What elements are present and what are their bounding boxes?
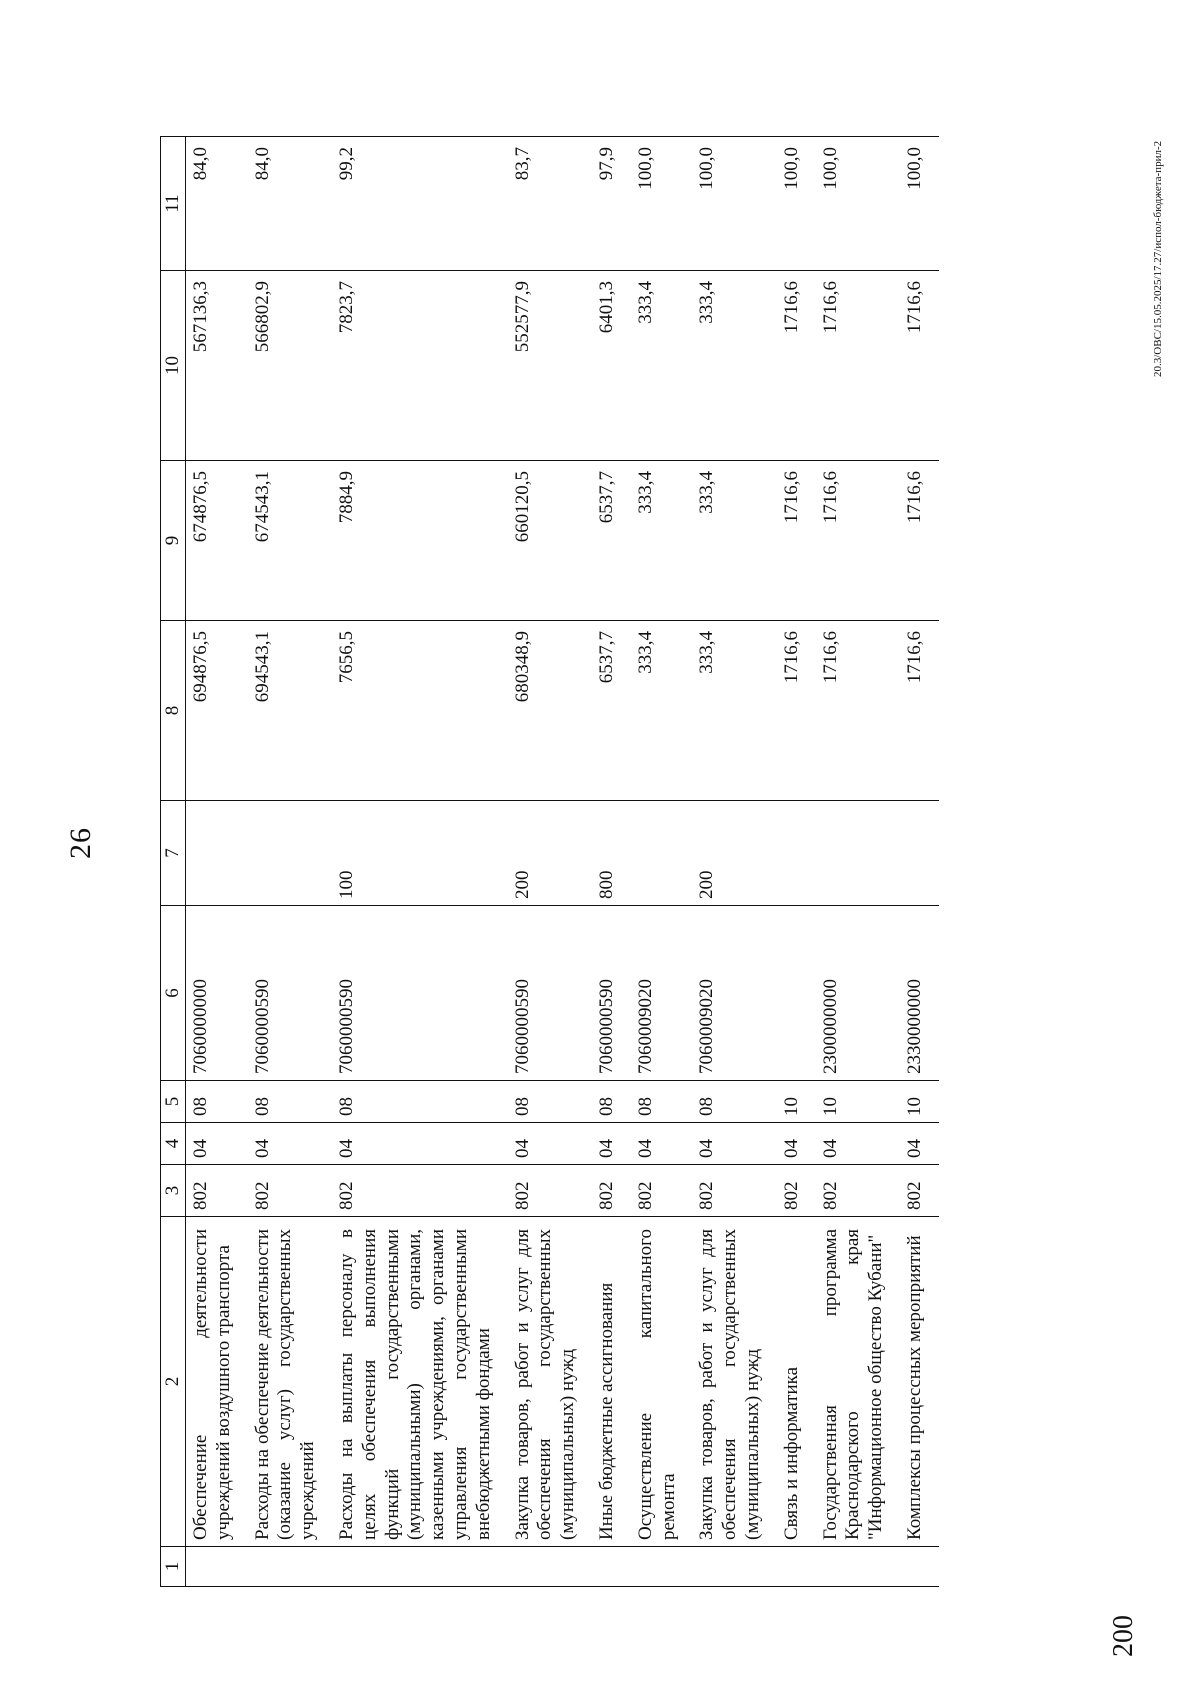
cell-c1 xyxy=(631,1547,693,1587)
cell-c11: 100,0 xyxy=(816,137,900,271)
cell-c6: 7060000590 xyxy=(332,906,508,1081)
cell-c6: 7060000000 xyxy=(186,906,248,1081)
cell-c6 xyxy=(777,906,816,1081)
cell-c1 xyxy=(777,1547,816,1587)
cell-c3: 802 xyxy=(332,1165,508,1217)
cell-c8: 1716,6 xyxy=(900,621,939,801)
cell-c7: 800 xyxy=(592,801,631,906)
cell-c1 xyxy=(692,1547,776,1587)
cell-c7: 200 xyxy=(692,801,776,906)
cell-c11: 100,0 xyxy=(631,137,693,271)
col-header-8: 8 xyxy=(161,621,186,801)
cell-c10: 1716,6 xyxy=(777,271,816,461)
cell-c9: 7884,9 xyxy=(332,461,508,621)
cell-c11: 84,0 xyxy=(248,137,332,271)
cell-c6: 2330000000 xyxy=(900,906,939,1081)
cell-c9: 6537,7 xyxy=(592,461,631,621)
cell-c5: 10 xyxy=(777,1081,816,1123)
cell-c10: 7823,7 xyxy=(332,271,508,461)
cell-c8: 694876,5 xyxy=(186,621,248,801)
cell-c1 xyxy=(816,1547,900,1587)
cell-c4: 04 xyxy=(248,1123,332,1165)
cell-name: Расходы на выплаты персоналу в целях обеспечения выполнения функций государственными (муниципальными) органами, казенными учреждениями, органами управления государственными внебюджетными фондами xyxy=(332,1217,508,1547)
cell-name: Иные бюджетные ассигнования xyxy=(592,1217,631,1547)
cell-c1 xyxy=(508,1547,592,1587)
header-row xyxy=(161,137,186,1587)
cell-c10: 1716,6 xyxy=(816,271,900,461)
cell-c3: 802 xyxy=(186,1165,248,1217)
cell-c1 xyxy=(248,1547,332,1587)
col-header-2: 2 xyxy=(161,1217,186,1547)
cell-c6: 7060009020 xyxy=(692,906,776,1081)
cell-c5: 08 xyxy=(508,1081,592,1123)
cell-name: Осуществление капитального ремонта xyxy=(631,1217,693,1547)
cell-c9: 674876,5 xyxy=(186,461,248,621)
cell-c8: 7656,5 xyxy=(332,621,508,801)
cell-c11: 83,7 xyxy=(508,137,592,271)
col-header-6: 6 xyxy=(161,906,186,1081)
table-row xyxy=(692,137,776,1587)
cell-name: Закупка товаров, работ и услуг для обеспечения государственных (муниципальных) нужд xyxy=(508,1217,592,1547)
cell-c3: 802 xyxy=(900,1165,939,1217)
cell-c7 xyxy=(631,801,693,906)
cell-c10: 333,4 xyxy=(692,271,776,461)
cell-c7 xyxy=(777,801,816,906)
cell-c1 xyxy=(900,1547,939,1587)
cell-c1 xyxy=(592,1547,631,1587)
cell-c1 xyxy=(332,1547,508,1587)
cell-c7 xyxy=(900,801,939,906)
cell-c4: 04 xyxy=(332,1123,508,1165)
cell-c1 xyxy=(186,1547,248,1587)
cell-c6: 7060000590 xyxy=(592,906,631,1081)
document-stamp: 20.3/ОВС/15.05.2025/17.27/испол-бюджета-прил-2 xyxy=(1152,140,1164,377)
cell-c7 xyxy=(248,801,332,906)
cell-c9: 333,4 xyxy=(692,461,776,621)
col-header-3: 3 xyxy=(161,1165,186,1217)
cell-c11: 99,2 xyxy=(332,137,508,271)
cell-c9: 1716,6 xyxy=(777,461,816,621)
cell-c6: 7060009020 xyxy=(631,906,693,1081)
cell-c10: 567136,3 xyxy=(186,271,248,461)
cell-c5: 08 xyxy=(186,1081,248,1123)
cell-c9: 1716,6 xyxy=(900,461,939,621)
cell-c6: 7060000590 xyxy=(248,906,332,1081)
col-header-7: 7 xyxy=(161,801,186,906)
cell-c5: 08 xyxy=(592,1081,631,1123)
table-row xyxy=(816,137,900,1587)
cell-c6: 7060000590 xyxy=(508,906,592,1081)
table-row xyxy=(777,137,816,1587)
cell-c4: 04 xyxy=(508,1123,592,1165)
cell-c7: 200 xyxy=(508,801,592,906)
cell-c11: 84,0 xyxy=(186,137,248,271)
cell-c10: 552577,9 xyxy=(508,271,592,461)
col-header-11: 11 xyxy=(161,137,186,271)
cell-c9: 674543,1 xyxy=(248,461,332,621)
table-row xyxy=(900,137,939,1587)
cell-c9: 660120,5 xyxy=(508,461,592,621)
cell-c7: 100 xyxy=(332,801,508,906)
col-header-1: 1 xyxy=(161,1547,186,1587)
cell-c11: 100,0 xyxy=(777,137,816,271)
table-row xyxy=(248,137,332,1587)
table-row xyxy=(332,137,508,1587)
corner-page-number: 200 xyxy=(1108,1615,1139,1657)
col-header-9: 9 xyxy=(161,461,186,621)
cell-c4: 04 xyxy=(816,1123,900,1165)
cell-c5: 08 xyxy=(631,1081,693,1123)
cell-c10: 333,4 xyxy=(631,271,693,461)
cell-name: Расходы на обеспечение деятельности (оказание услуг) государственных учреждений xyxy=(248,1217,332,1547)
cell-c9: 333,4 xyxy=(631,461,693,621)
cell-c10: 6401,3 xyxy=(592,271,631,461)
table-row xyxy=(186,137,248,1587)
col-header-10: 10 xyxy=(161,271,186,461)
table-row xyxy=(508,137,592,1587)
table-body xyxy=(186,137,939,1587)
cell-c8: 333,4 xyxy=(631,621,693,801)
cell-c11: 100,0 xyxy=(900,137,939,271)
cell-c9: 1716,6 xyxy=(816,461,900,621)
cell-c3: 802 xyxy=(592,1165,631,1217)
cell-c3: 802 xyxy=(692,1165,776,1217)
cell-c5: 10 xyxy=(900,1081,939,1123)
cell-c5: 08 xyxy=(692,1081,776,1123)
cell-name: Закупка товаров, работ и услуг для обеспечения государственных (муниципальных) нужд xyxy=(692,1217,776,1547)
cell-name: Комплексы процессных мероприятий xyxy=(900,1217,939,1547)
table-row xyxy=(592,137,631,1587)
cell-c4: 04 xyxy=(592,1123,631,1165)
page-number: 26 xyxy=(64,827,97,859)
cell-c3: 802 xyxy=(508,1165,592,1217)
cell-c4: 04 xyxy=(186,1123,248,1165)
cell-c8: 6537,7 xyxy=(592,621,631,801)
cell-c4: 04 xyxy=(692,1123,776,1165)
col-header-4: 4 xyxy=(161,1123,186,1165)
budget-table xyxy=(160,136,939,1587)
cell-c8: 333,4 xyxy=(692,621,776,801)
cell-c10: 566802,9 xyxy=(248,271,332,461)
cell-name: Государственная программа Краснодарского края "Информационное общество Кубани" xyxy=(816,1217,900,1547)
cell-c10: 1716,6 xyxy=(900,271,939,461)
cell-c3: 802 xyxy=(777,1165,816,1217)
cell-name: Обеспечение деятельности учреждений воздушного транспорта xyxy=(186,1217,248,1547)
cell-c5: 08 xyxy=(248,1081,332,1123)
cell-c8: 694543,1 xyxy=(248,621,332,801)
cell-c6: 2300000000 xyxy=(816,906,900,1081)
cell-c8: 1716,6 xyxy=(816,621,900,801)
cell-c11: 100,0 xyxy=(692,137,776,271)
table-row xyxy=(631,137,693,1587)
cell-c4: 04 xyxy=(900,1123,939,1165)
cell-c7 xyxy=(186,801,248,906)
cell-c3: 802 xyxy=(631,1165,693,1217)
cell-c4: 04 xyxy=(777,1123,816,1165)
cell-c11: 97,9 xyxy=(592,137,631,271)
cell-c8: 1716,6 xyxy=(777,621,816,801)
cell-c5: 08 xyxy=(332,1081,508,1123)
cell-c7 xyxy=(816,801,900,906)
cell-c3: 802 xyxy=(816,1165,900,1217)
col-header-5: 5 xyxy=(161,1081,186,1123)
cell-name: Связь и информатика xyxy=(777,1217,816,1547)
cell-c3: 802 xyxy=(248,1165,332,1217)
cell-c5: 10 xyxy=(816,1081,900,1123)
cell-c4: 04 xyxy=(631,1123,693,1165)
cell-c8: 680348,9 xyxy=(508,621,592,801)
